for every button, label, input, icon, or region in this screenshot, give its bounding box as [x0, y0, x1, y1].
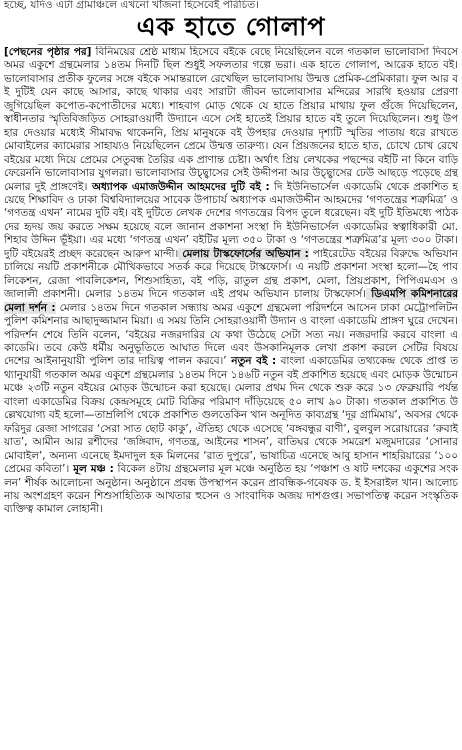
- paragraph-intro: বিনিময়ের শ্রেষ্ঠ মাধ্যম হিসেবে বইকে বেছে নিয়েছিলেন বলে গতকাল ভালোবাসা দিবসে অমর একুশে গ্রন্থমেলার ১৪তম দিনটি ছিল শুধুই সফলতার গল্পে ভরা। এক হাতে গোলাপ, আরেক হাতে বই। ভালোবাসার প্রতীক ফুলের সঙ্গে বইকে সমান্তরালে রেখেছিল ভালোবাসায় উন্মত্ত প্রেমিক-প্রেমিকারা। ফুল আর বই দুটিই যেন কাছে আসার, কাছে থাকার এবং সারাটা জীবন ভালোবাসার মন্দিরের সারথি হওয়ার প্রেরণা জুগিয়েছিল কপোত-কপোতীদের মধ্যে। শাহবাগ মোড় থেকে যে হাতে প্রিয়ার মাথায় ফুল গুঁজে দিয়েছিলেন, স্বাধীনতার স্মৃতিবিজড়িত সোহরাওয়ার্দী উদ্যানে এসে সেই হাতেই প্রিয়ার হাতে বই তুলে দিয়েছিলেন। শুধু উপহার দেওয়ার মধ্যেই সীমাবদ্ধ থাকেননি, প্রিয় মানুষকে বই উপহার দেওয়ার দৃশ্যটি স্মৃতির পাতায় ধরে রাখতে মোবাইলের ক্যামেরার সাহায্যও নিয়েছিলেন প্রেমে উন্মত্ত তারুণ্য। যেন প্রিয়জনের হাতে হাত, চোখে চোখ রেখে বইয়ের মধ্যে দিয়ে প্রেমের সেতুবন্ধ তৈরির এক প্রাণান্ত চেষ্টা। অর্থাৎ প্রিয় লেখকের পছন্দের বইটি না কিনে বাড়ি ফেরেননি ভালোবাসার যুগলরা। ভালোবাসার উচ্ছ্বাসের সেই উদ্দীপনা আর উচ্ছ্বাসের ঢেউ আছড়ে পড়েছে গ্রন্থমেলার দুই প্রাঙ্গণেই।: [4, 46, 458, 193]
- section-title-taskforce: মেলায় টাস্কফোর্সের অভিযান :: [178, 247, 309, 260]
- section-title-books: অধ্যাপক এমাজউদ্দীন আহমদের দুটি বই :: [87, 180, 270, 193]
- section-text-books: দি ইউনিভার্সেল একাডেমি থেকে প্রকাশিত হয়েছে শিক্ষাবিদ ও ঢাকা বিশ্ববিদ্যালয়ের সাবেক উপাচার্য অধ্যাপক এমাজউদ্দীন আহমদের ‘গণতন্ত্রের শত্রুমিত্র’ ও ‘গণতন্ত্র এখন’ নামের দুটি বই। বই দুটিতে লেখক দেশের গণতন্ত্রের বিপদ তুলে ধরেছেন। বই দুটি ইতিমধ্যে পাঠকদের হৃদয় জয় করতে সক্ষম হয়েছে বলে জানান প্রকাশনা সংস্থা দি ইউনিভার্সেল একাডেমির স্বত্বাধিকারী মো. শিহাব উদ্দিন ভূঁইয়া। এর মধ্যে ‘গণতন্ত্র এখন’ বইটির মূল্য ৩৫০ টাকা ও ‘গণতন্ত্রের শত্রুমিত্র’র মূল্য ৩০০ টাকা। দুটি বইয়েরই প্রচ্ছদ করেছেন আরুপ মান্দী।: [4, 180, 458, 260]
- continuation-label: [পেছনের পৃষ্ঠার পর]: [4, 46, 92, 58]
- section-text-main-stage: বিকেল ৪টায় গ্রন্থমেলার মূল মঞ্চে অনুষ্ঠিত হয় ‘পঞ্চাশ ও ষাট দশকের একুশের সংকলন’ শীর্ষক আলোচনা অনুষ্ঠান। অনুষ্ঠানে প্রবন্ধ উপস্থাপন করেন প্রাবন্ধিক-গবেষক ড. ই ইসরাইল খান। আলোচনায় অংশগ্রহণ করেন শিশুসাহিত্যিক আখতার হুসেন ও সাংবাদিক অজয় দাশগুপ্ত। সভাপতিত্ব করেন সংস্কৃতিক ব্যক্তিত্ব কামাল লোহানী।: [4, 463, 458, 516]
- section-title-new-books: নতুন বই :: [226, 355, 277, 368]
- section-text-dmp-visit: মেলার ১৪তম দিনে গতকাল সন্ধ্যায় অমর একুশে গ্রন্থমেলা পরিদর্শনে আসেন ঢাকা মেট্রোপলিটন পুলিশ কমিশনার আছাদুজ্জামান মিয়া। এ সময় তিনি সোহরাওয়ার্দী উদ্যান ও বাংলা একাডেমি প্রাঙ্গণ ঘুরে দেখেন। পরিদর্শন শেষে তিনি বলেন, ‘বইয়ের নজরদারির যে কথা উঠেছে সেটা সত্য নয়। নজরদারি করবে বাংলা একাডেমি। তবে কেউ ধর্মীয় অনুভূতিতে আঘাত দিলে এবং উসকানিমূলক লেখা প্রকাশ করলে সেটির বিষয়ে দেশের আইনানুযায়ী পুলিশ তার দায়িত্ব পালন করবে।’: [4, 301, 458, 368]
- article-body: [4, 46, 458, 746]
- section-text-taskforce: পাইরেটেড বইয়ের বিরুদ্ধে অভিযান চালিয়ে নয়টি প্রকাশনীকে মৌখিকভাবে সতর্ক করে দিয়েছে টাস্কফোর্স। এ নয়টি প্রকাশনা সংস্থা হলো—হৈ পাবলিকেশন, রেজা পাবলিকেশন, শিশুসাহিত্য, বই পড়ি, রাতুল গ্রন্থ প্রকাশ, মেলা, প্রিয়প্রকাশ, পিপিএমএস ও জালালী প্রকাশনী। মেলার ১৪তম দিনে গতকাল এই প্রথম অভিযান চালায় টাস্কফোর্স।: [4, 247, 458, 301]
- section-text-new-books: বাংলা একাডেমির তথ্যকেন্দ্র থেকে প্রাপ্ত তথ্যানুযায়ী গতকাল অমর একুশে গ্রন্থমেলার ১৪তম দিনে ১৪৬টি নতুন বই প্রকাশিত হয়েছে এবং মোড়ক উন্মোচন মঞ্চে ২৩টি নতুন বইয়ের মোড়ক উন্মোচন করা হয়েছে। মেলার প্রথম দিন থেকে শুরু করে ১৩ ফেব্রুয়ারি পর্যন্ত বাংলা একাডেমির বিক্রয় কেন্দ্রসমূহে মোট বিক্রির পরিমাণ দাঁড়িয়েছে ৫০ লাখ ৯০ টাকা। গতকাল প্রকাশিত উল্লেখযোগ্য বই হলো—তাম্রলিপি থেকে প্রকাশিত গুলতেকিন খান অনূদিত কাব্যগ্রন্থ ‘দূর গ্রামিমায়’, অবসর থেকে ফরিদুর রেজা সাগরের ‘সেরা সাত ছোট কাকু’, ঐতিহ্য থেকে এসেছে ‘বঙ্গবন্ধুর বাণী’, বুলবুল সরোয়ারের ‘রুবাইয়াত’, আমীন আর রশীদের ‘জঙ্গিবাদ, গণতন্ত্র, আইনের শাসন’, বাতিঘর থেকে সমরেশ মজুমদারের ‘সোনার মোবাইল’, অন্যন্য এনেছে ইমদাদুল হক মিলনের ‘রাত দুপুরে’, ভাষাচিত্র এনেছে আবু হাসান শাহরিয়ারের ‘১০০ প্রেমের কবিতা’।: [4, 355, 458, 476]
- section-title-dmp-visit: ডিএমপি কমিশনারের মেলা দর্শন :: [4, 288, 458, 314]
- previous-article-snippet: হচ্ছে, যদিও এটা গ্রামাঞ্চলে এখনো খাঁজনা হিসেবেই পরিচিত।: [4, 0, 259, 11]
- section-title-main-stage: মূল মঞ্চ :: [69, 463, 114, 476]
- article-headline: এক হাতে গোলাপ: [136, 12, 326, 41]
- headline-divider: [38, 44, 424, 45]
